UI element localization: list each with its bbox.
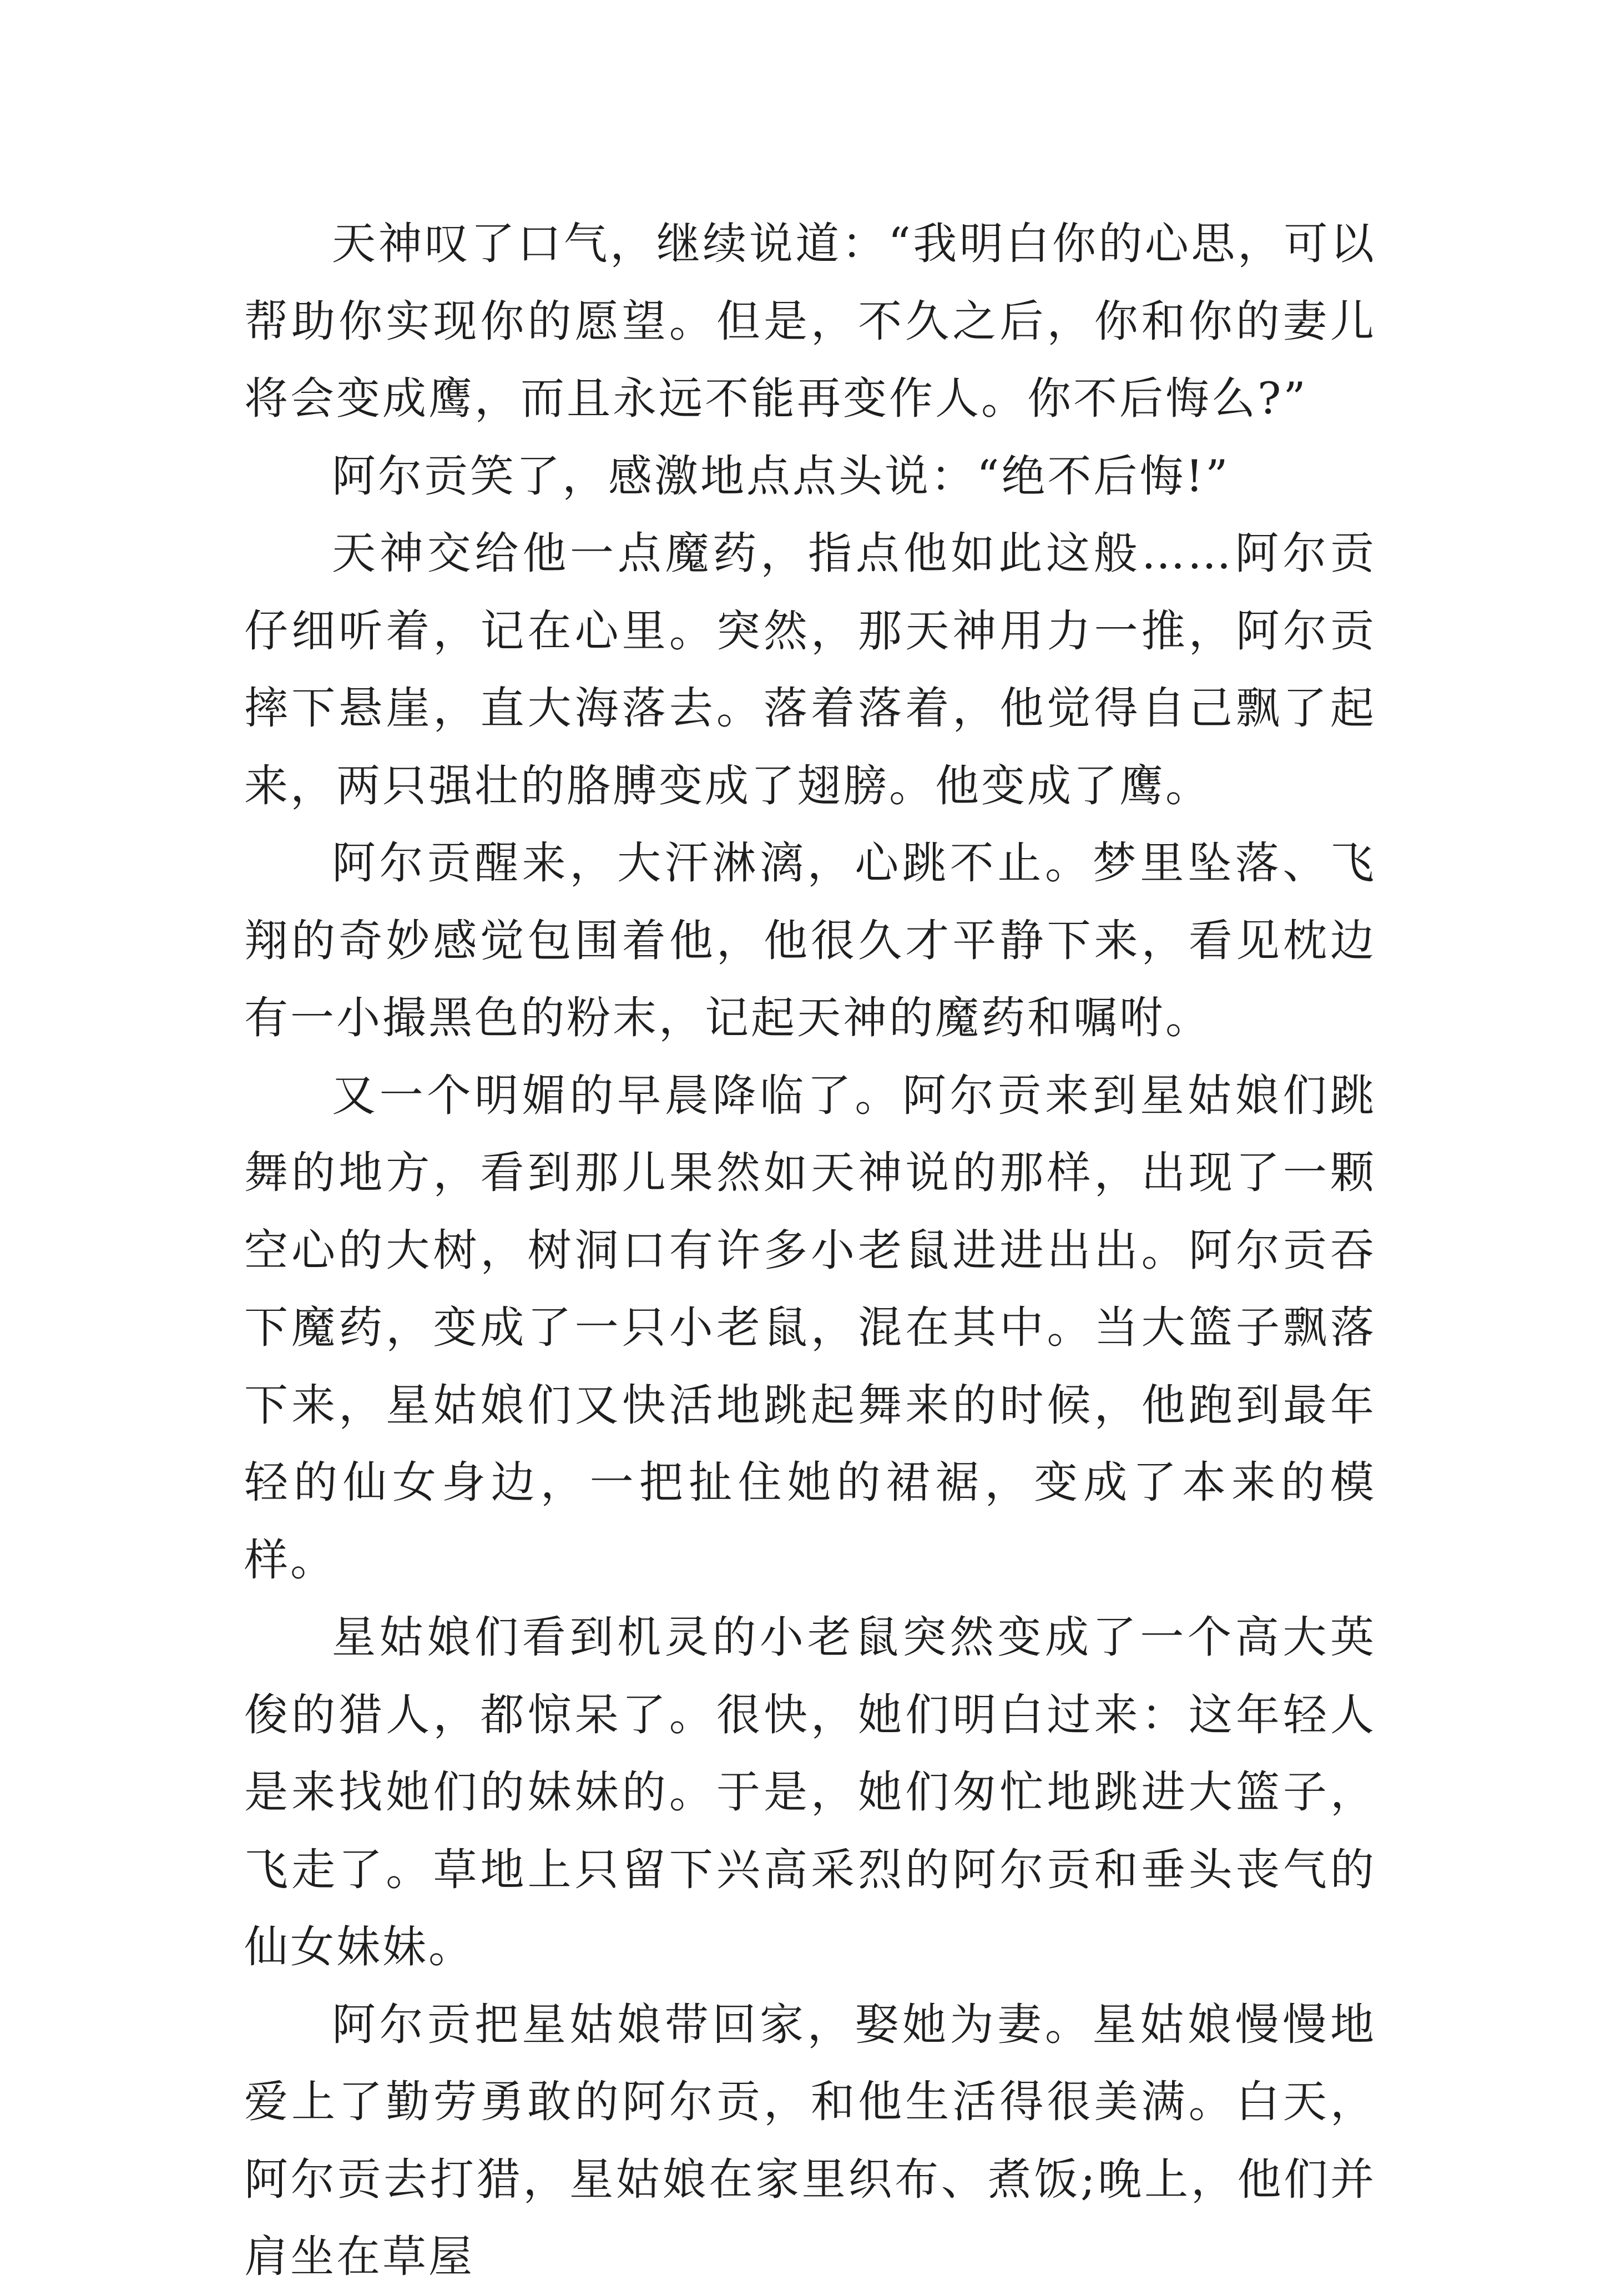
paragraph-1: 天神叹了口气，继续说道：“我明白你的心思，可以帮助你实现你的愿望。但是，不久之后，你和你的妻儿将会变成鹰，而且永远不能再变作人。你不后悔么?” — [244, 218, 1376, 424]
body-text — [244, 205, 1376, 2296]
paragraph-5: 又一个明媚的早晨降临了。阿尔贡来到星姑娘们跳舞的地方，看到那儿果然如天神说的那样，出现了一颗空心的大树，树洞口有许多小老鼠进进出出。阿尔贡吞下魔药，变成了一只小老鼠，混在其中。当大篮子飘落下来，星姑娘们又快活地跳起舞来的时候，他跑到最年轻的仙女身边，一把扯住她的裙裾，变成了本来的模样。 — [244, 1069, 1376, 1586]
paragraph-2: 阿尔贡笑了，感激地点点头说：“绝不后悔!” — [332, 450, 1230, 502]
paragraph-4: 阿尔贡醒来，大汗淋漓，心跳不止。梦里坠落、飞翔的奇妙感觉包围着他，他很久才平静下来，看见枕边有一小撮黑色的粉末，记起天神的魔药和嘱咐。 — [244, 837, 1376, 1043]
paragraph-6: 星姑娘们看到机灵的小老鼠突然变成了一个高大英俊的猎人，都惊呆了。很快，她们明白过来：这年轻人是来找她们的妹妹的。于是，她们匆忙地跳进大篮子，飞走了。草地上只留下兴高采烈的阿尔贡和垂头丧气的仙女妹妹。 — [244, 1612, 1376, 1972]
paragraph-3: 天神交给他一点魔药，指点他如此这般……阿尔贡仔细听着，记在心里。突然，那天神用力一推，阿尔贡摔下悬崖，直大海落去。落着落着，他觉得自己飘了起来，两只强壮的胳膊变成了翅膀。他变成了鹰。 — [244, 528, 1376, 811]
paragraph-7: 阿尔贡把星姑娘带回家，娶她为妻。星姑娘慢慢地爱上了勤劳勇敢的阿尔贡，和他生活得很美满。白天，阿尔贡去打猎，星姑娘在家里织布、煮饭;晚上，他们并肩坐在草屋 — [244, 1999, 1376, 2282]
